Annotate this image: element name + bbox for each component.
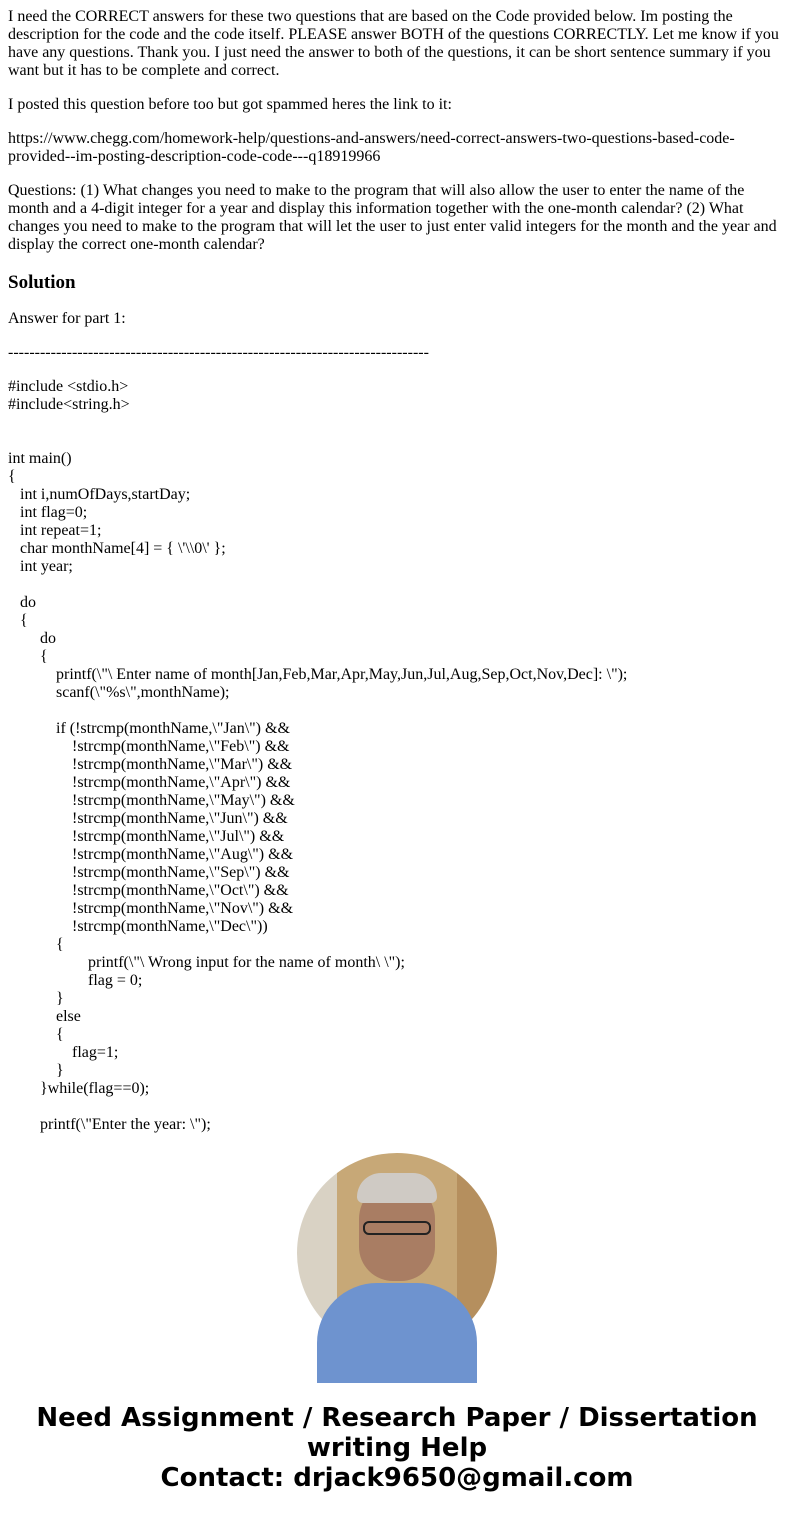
code-line: else bbox=[8, 1008, 81, 1025]
code-line: printf(\"\ Enter name of month[Jan,Feb,Mar,Apr,May,Jun,Jul,Aug,Sep,Oct,Nov,Dec]: \"); bbox=[8, 666, 628, 683]
document-content bbox=[8, 0, 786, 1133]
code-line: { bbox=[8, 612, 28, 629]
question-paragraph: Questions: (1) What changes you need to make to the program that will also allow the user to enter the name of the month and a 4-digit integer for a year and display this information together with the one-month calendar? (2) What changes you need to make to the program that will let the user to just enter valid integers for the month and the year and display the correct one-month calendar? bbox=[8, 182, 777, 253]
author-avatar bbox=[297, 1153, 497, 1353]
question-paragraph: I posted this question before too but got spammed heres the link to it: bbox=[8, 96, 452, 113]
code-line: int main() bbox=[8, 450, 72, 467]
code-line: int repeat=1; bbox=[8, 522, 102, 539]
code-line: } bbox=[8, 1062, 64, 1079]
code-line: int i,numOfDays,startDay; bbox=[8, 486, 191, 503]
contact-banner bbox=[0, 1403, 794, 1493]
code-line: #include <stdio.h> bbox=[8, 378, 129, 395]
code-line: } bbox=[8, 990, 64, 1007]
code-line: !strcmp(monthName,\"Sep\") && bbox=[8, 864, 290, 881]
code-line: char monthName[4] = { \'\\0\' }; bbox=[8, 540, 226, 557]
code-line: !strcmp(monthName,\"Jul\") && bbox=[8, 828, 285, 845]
code-line: !strcmp(monthName,\"Jun\") && bbox=[8, 810, 288, 827]
solution-intro: Answer for part 1: bbox=[8, 310, 126, 327]
code-line: printf(\"Enter the year: \"); bbox=[8, 1116, 211, 1133]
code-line bbox=[8, 432, 786, 450]
code-line: scanf(\"%s\",monthName); bbox=[8, 684, 230, 701]
code-line: { bbox=[8, 468, 16, 485]
code-line: }while(flag==0); bbox=[8, 1080, 150, 1097]
code-line: { bbox=[8, 1026, 64, 1043]
code-line: do bbox=[8, 594, 36, 611]
code-line: { bbox=[8, 936, 64, 953]
banner-line: Need Assignment / Research Paper / Dissertation bbox=[36, 1403, 758, 1433]
code-line: { bbox=[8, 648, 48, 665]
contact-email: Contact: drjack9650@gmail.com bbox=[160, 1463, 634, 1493]
code-line: #include<string.h> bbox=[8, 396, 130, 413]
code-line: !strcmp(monthName,\"Nov\") && bbox=[8, 900, 294, 917]
question-paragraph: I need the CORRECT answers for these two questions that are based on the Code provided below. Im posting the description for the code and the code itself. PLEASE answer BOTH of the questions CORRECTLY. Let me know if you have any questions. Thank you. I just need the answer to both of the questions, it can be short sentence summary if you want but it has to be complete and correct. bbox=[8, 8, 779, 79]
code-block bbox=[8, 378, 786, 1134]
code-line: flag = 0; bbox=[8, 972, 143, 989]
code-line: !strcmp(monthName,\"Apr\") && bbox=[8, 774, 291, 791]
code-line: flag=1; bbox=[8, 1044, 119, 1061]
code-line bbox=[8, 414, 786, 432]
code-line: if (!strcmp(monthName,\"Jan\") && bbox=[8, 720, 290, 737]
code-line: !strcmp(monthName,\"Dec\")) bbox=[8, 918, 268, 935]
code-line: !strcmp(monthName,\"Oct\") && bbox=[8, 882, 289, 899]
code-line: int flag=0; bbox=[8, 504, 88, 521]
code-line: !strcmp(monthName,\"Mar\") && bbox=[8, 756, 293, 773]
code-line: printf(\"\ Wrong input for the name of month\ \"); bbox=[8, 954, 405, 971]
code-line: do bbox=[8, 630, 56, 647]
code-line: !strcmp(monthName,\"Feb\") && bbox=[8, 738, 290, 755]
banner-line: writing Help bbox=[306, 1433, 488, 1463]
code-line bbox=[8, 576, 786, 594]
code-line: !strcmp(monthName,\"Aug\") && bbox=[8, 846, 294, 863]
code-line bbox=[8, 702, 786, 720]
code-line: int year; bbox=[8, 558, 73, 575]
solution-heading: Solution bbox=[8, 272, 76, 293]
code-line: !strcmp(monthName,\"May\") && bbox=[8, 792, 295, 809]
separator: ------------------------------------------------------------------------------- bbox=[8, 344, 429, 361]
code-line bbox=[8, 1098, 786, 1116]
question-link: https://www.chegg.com/homework-help/questions-and-answers/need-correct-answers-two-questions-based-code-provided--im-posting-description-code-code---q18919966 bbox=[8, 130, 735, 165]
